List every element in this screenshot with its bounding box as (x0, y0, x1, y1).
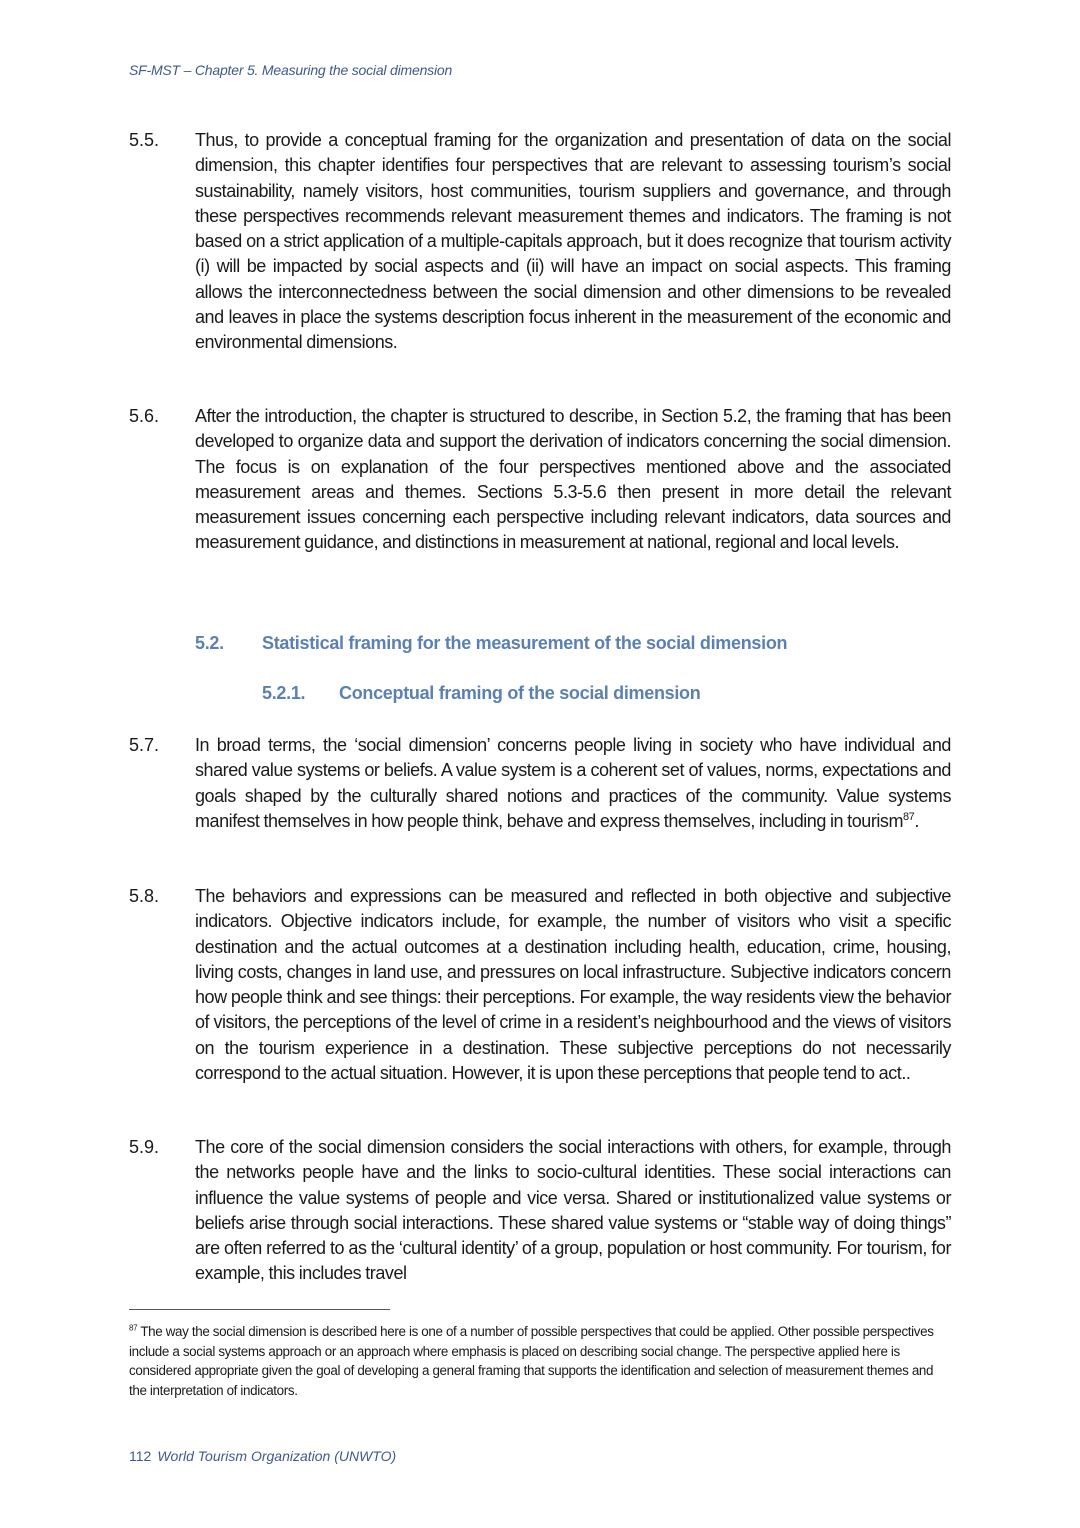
page-footer (129, 1448, 396, 1464)
paragraph-text (195, 733, 951, 834)
paragraph-5-9 (129, 1135, 951, 1287)
paragraph-body: In broad terms, the ‘social dimension’ concerns people living in society who have individual and shared value systems or beliefs. A value system is a coherent set of values, norms, expectations and goals shaped by the culturally shared notions and practices of the community. Value systems manifest themselves in how people think, behave and express themselves, including in tourism (195, 735, 951, 831)
section-number: 5.2. (195, 633, 224, 653)
paragraph-5-5 (129, 128, 951, 356)
paragraph-text: Thus, to provide a conceptual framing for the organization and presentation of data on the social dimension, this chapter identifies four perspectives that are relevant to assessing tourism’s social sustainability, namely visitors, host communities, tourism suppliers and governance, and through these perspectives recommends relevant measurement themes and indicators. The framing is not based on a strict application of a multiple-capitals approach, but it does recognize that tourism activity (i) will be impacted by social aspects and (ii) will have an impact on social aspects. This framing allows the interconnectedness between the social dimension and other dimensions to be revealed and leaves in place the systems description focus inherent in the measurement of the economic and environmental dimensions. (195, 130, 951, 353)
paragraph-end: . (914, 810, 919, 831)
subsection-number: 5.2.1. (262, 683, 306, 703)
footnote-text: The way the social dimension is described here is one of a number of possible perspectives that could be applied. Other possible perspectives include a social systems approach or an approach where emphasis is placed on describing social change. The perspective applied here is considered appropriate given the goal of developing a general framing that supports the identification and selection of measurement themes and the interpretation of indicators. (129, 1324, 934, 1398)
subsection-heading (262, 683, 700, 704)
paragraph-5-7 (129, 733, 951, 834)
paragraph-number: 5.8. (129, 886, 160, 906)
section-title: Statistical framing for the measurement of the social dimension (262, 633, 788, 653)
footnote (129, 1322, 939, 1400)
paragraph-number: 5.9. (129, 1137, 160, 1157)
paragraph-number: 5.6. (129, 406, 160, 426)
footnote-divider (129, 1309, 390, 1310)
footnote-marker: 87 (129, 1323, 138, 1333)
running-header: SF-MST – Chapter 5. Measuring the social dimension (129, 62, 453, 78)
subsection-title: Conceptual framing of the social dimension (339, 683, 701, 703)
paragraph-text: After the introduction, the chapter is structured to describe, in Section 5.2, the framing that has been developed to organize data and support the derivation of indicators concerning the social dimension. The focus is on explanation of the four perspectives mentioned above and the associated measurement areas and themes. Sections 5.3-5.6 then present in more detail the relevant measurement issues concerning each perspective including relevant indicators, data sources and measurement guidance, and distinctions in measurement at national, regional and local levels. (195, 406, 951, 553)
paragraph-5-6 (129, 404, 951, 556)
footnote-reference[interactable]: 87 (903, 810, 915, 823)
paragraph-text: The core of the social dimension considers the social interactions with others, for example, through the networks people have and the links to socio-cultural identities. These social interactions can influence the value systems of people and vice versa. Shared or institutionalized value systems or beliefs arise through social interactions. These shared value systems or “stable way of doing things” are often referred to as the ‘cultural identity’ of a group, population or host community. For tourism, for example, this includes travel (195, 1137, 951, 1284)
paragraph-5-8 (129, 884, 951, 1086)
page-number: 112 (129, 1448, 152, 1464)
section-heading (195, 633, 787, 654)
paragraph-number: 5.7. (129, 735, 160, 755)
paragraph-number: 5.5. (129, 130, 160, 150)
footer-organization: World Tourism Organization (UNWTO) (157, 1448, 397, 1464)
paragraph-text: The behaviors and expressions can be measured and reflected in both objective and subjective indicators. Objective indicators include, for example, the number of visitors who visit a specific destination and the actual outcomes at a destination including health, education, crime, housing, living costs, changes in land use, and pressures on local infrastructure. Subjective indicators concern how people think and see things: their perceptions. For example, the way residents view the behavior of visitors, the perceptions of the level of crime in a resident’s neighbourhood and the views of visitors on the tourism experience in a destination. These subjective perceptions do not necessarily correspond to the actual situation. However, it is upon these perceptions that people tend to act.. (195, 886, 951, 1084)
